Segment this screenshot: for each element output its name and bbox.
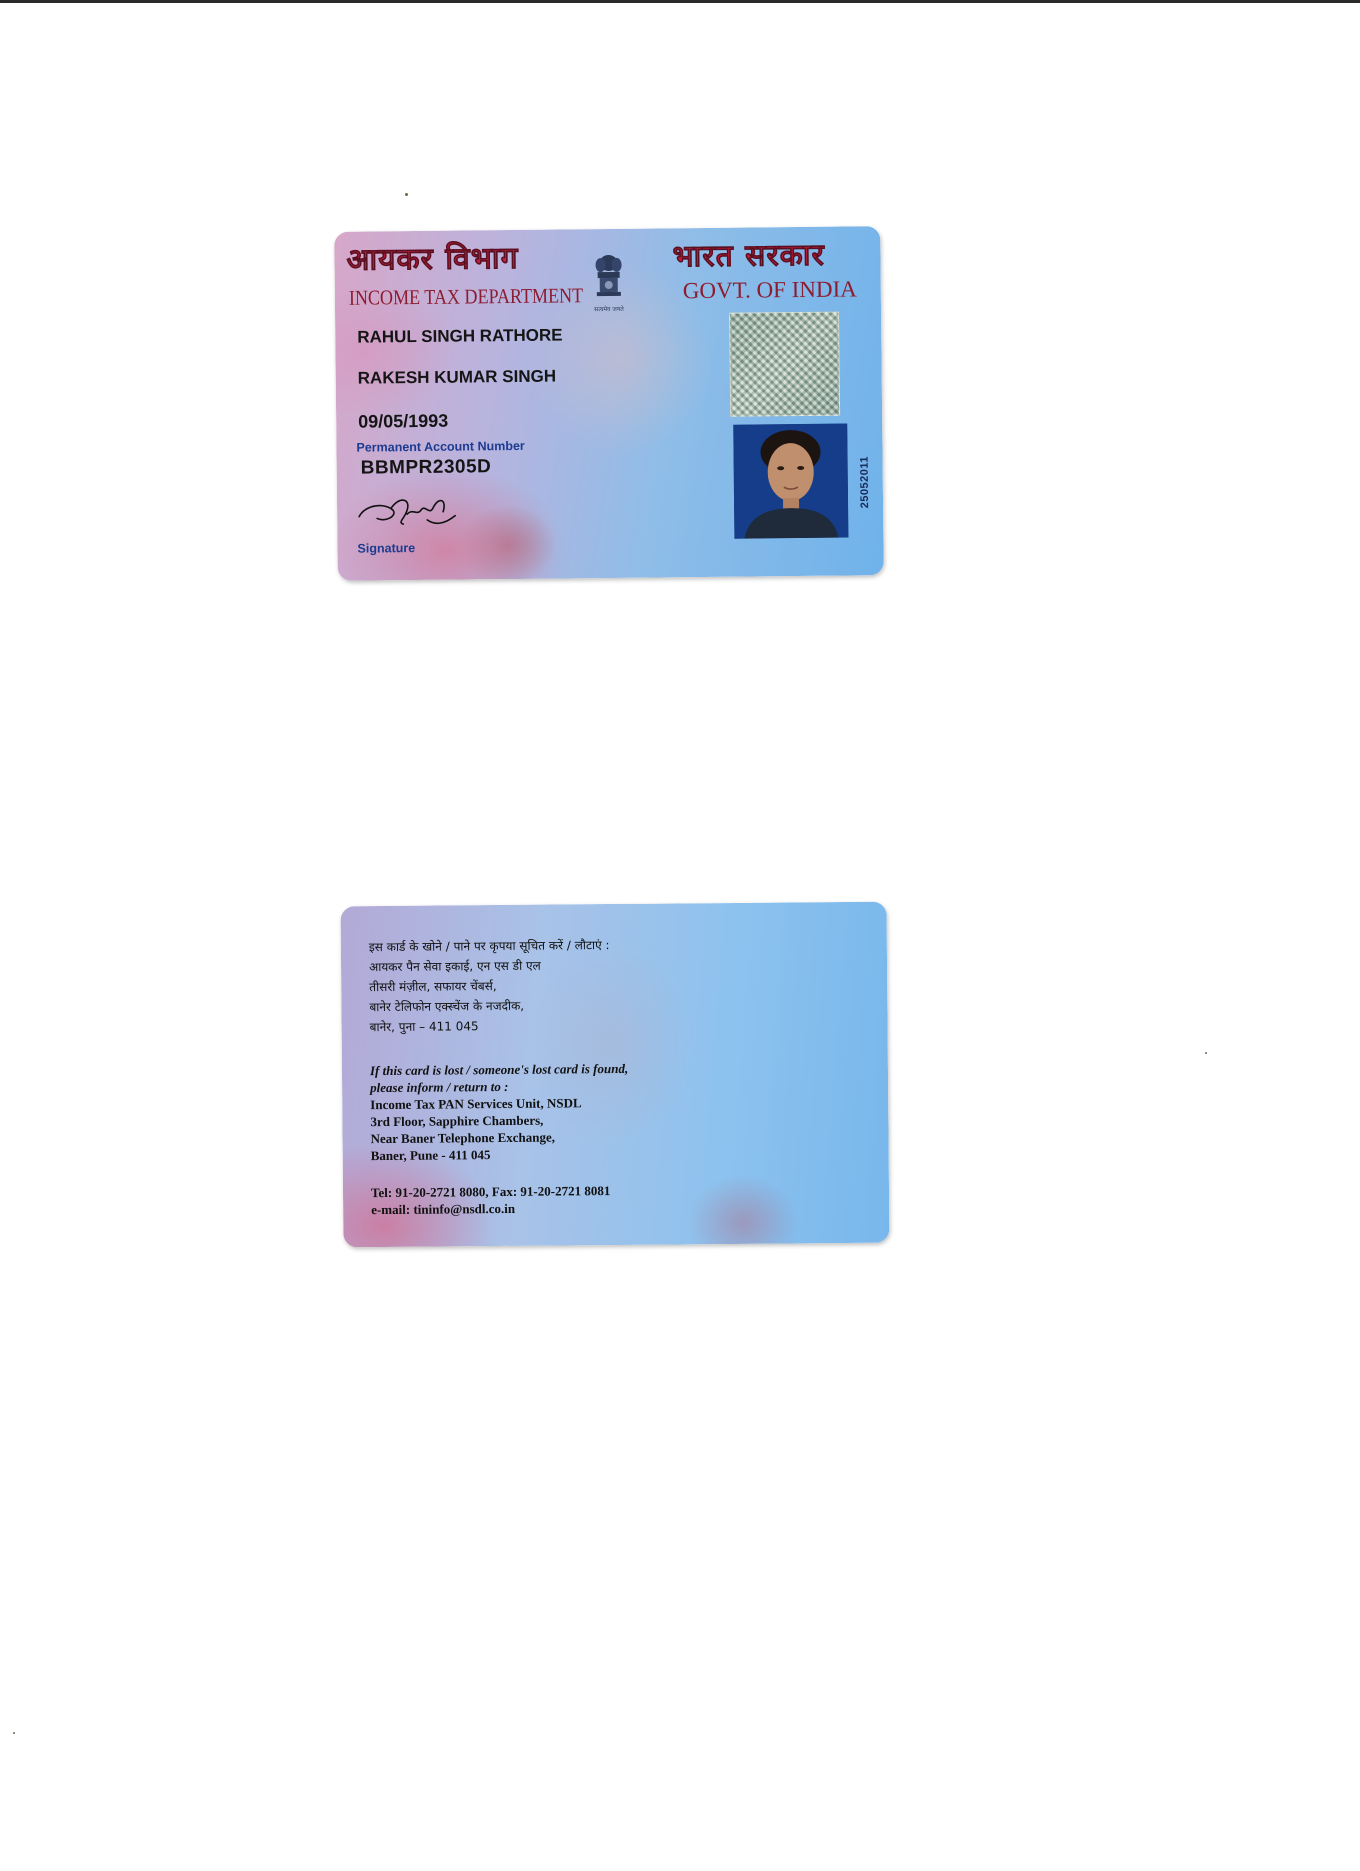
cardholder-photo <box>733 424 848 539</box>
hologram-icon <box>729 312 840 417</box>
contact-email: e-mail: tininfo@nsdl.co.in <box>371 1200 516 1218</box>
government-title-hindi: भारत सरकार <box>672 237 825 275</box>
lost-card-notice-line-1: If this card is lost / someone's lost card is found, <box>369 1060 629 1079</box>
date-of-birth: 09/05/1993 <box>358 410 449 432</box>
address-line-3: Near Baner Telephone Exchange, <box>370 1129 556 1147</box>
address-line-1: Income Tax PAN Services Unit, NSDL <box>370 1095 582 1113</box>
hindi-line-2: आयकर पैन सेवा इकाई, एन एस डी एल <box>368 958 541 975</box>
father-name: RAKESH KUMAR SINGH <box>357 366 557 388</box>
government-title-english: GOVT. OF INDIA <box>682 276 857 304</box>
hindi-line-1: इस कार्ड के खोने / पाने पर कृपया सूचित करें / लौटाएं : <box>368 938 610 955</box>
lost-card-notice-line-2: please inform / return to : <box>370 1078 509 1096</box>
hindi-line-3: तीसरी मंज़ील, सफायर चेंबर्स, <box>369 979 497 995</box>
department-title-english: INCOME TAX DEPARTMENT <box>348 283 584 310</box>
scan-top-edge <box>0 0 1360 3</box>
scan-speck <box>405 193 408 196</box>
contact-phone-fax: Tel: 91-20-2721 8080, Fax: 91-20-2721 8081 <box>370 1183 611 1201</box>
pan-card-front <box>334 226 884 581</box>
emblem-motto: सत्यमेव जयते <box>594 305 624 314</box>
cardholder-name: RAHUL SINGH RATHORE <box>357 325 563 347</box>
pan-number: BBMPR2305D <box>360 456 492 479</box>
hindi-line-4: बानेर टेलिफोन एक्स्चेंज के नजदीक, <box>369 998 525 1015</box>
scan-speck <box>13 1732 15 1734</box>
scan-speck <box>1205 1052 1207 1054</box>
hindi-line-5: बानेर, पुना – 411 045 <box>369 1019 479 1035</box>
department-title-hindi: आयकर विभाग <box>346 240 519 278</box>
card-serial-number: 25052011 <box>858 455 872 509</box>
pan-label: Permanent Account Number <box>356 438 525 455</box>
signature-icon <box>355 486 466 537</box>
pan-card-back <box>341 902 890 1248</box>
state-emblem-icon <box>588 251 629 317</box>
address-line-4: Baner, Pune - 411 045 <box>370 1147 491 1164</box>
address-line-2: 3rd Floor, Sapphire Chambers, <box>370 1112 544 1130</box>
signature-label: Signature <box>357 541 416 556</box>
